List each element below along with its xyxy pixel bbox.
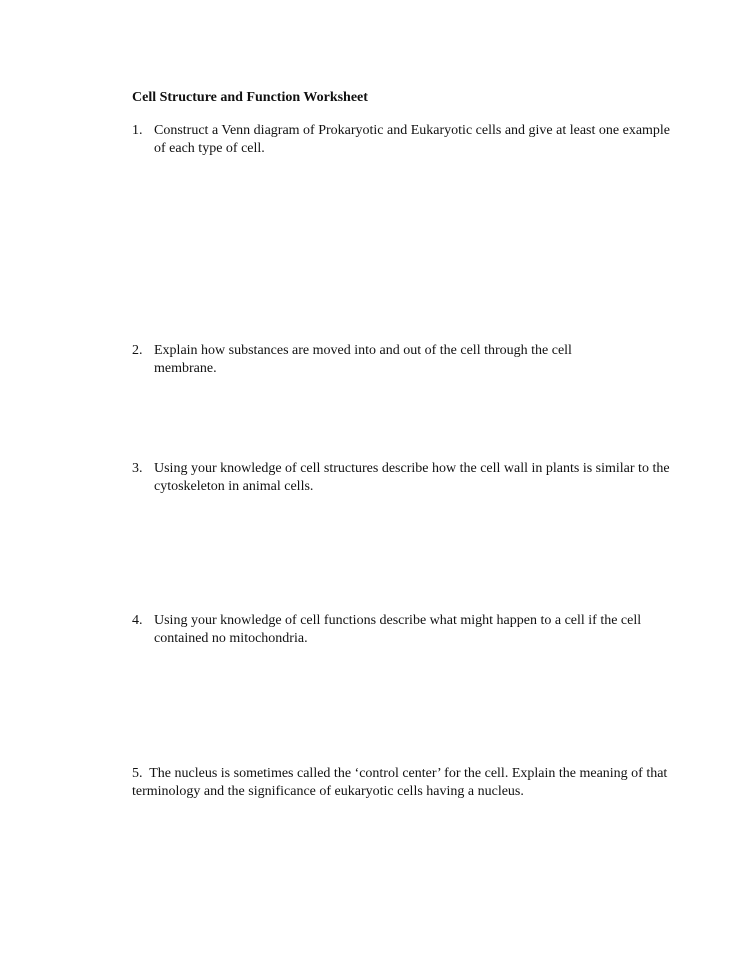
question-4 (132, 612, 672, 648)
question-1 (132, 122, 672, 158)
question-2 (132, 342, 672, 378)
worksheet-title: Cell Structure and Function Worksheet (132, 90, 368, 105)
question-text: Construct a Venn diagram of Prokaryotic and Eukaryotic cells and give at least one example of each type of cell. (154, 123, 671, 156)
question-text: The nucleus is sometimes called the ‘control center’ for the cell. Explain the meaning of that terminology and the significance of eukaryotic cells having a nucleus. (132, 766, 668, 799)
question-text: Explain how substances are moved into and out of the cell through the cell membrane. (154, 343, 572, 376)
question-number: 5. (132, 766, 143, 781)
question-number: 2. (132, 343, 143, 358)
question-number: 1. (132, 123, 143, 138)
question-text: Using your knowledge of cell functions describe what might happen to a cell if the cell contained no mitochondria. (154, 613, 642, 646)
question-5 (132, 765, 672, 801)
question-number: 3. (132, 461, 143, 476)
question-text: Using your knowledge of cell structures describe how the cell wall in plants is similar to the cytoskeleton in animal cells. (154, 461, 670, 494)
question-number: 4. (132, 613, 143, 628)
question-3 (132, 460, 672, 496)
